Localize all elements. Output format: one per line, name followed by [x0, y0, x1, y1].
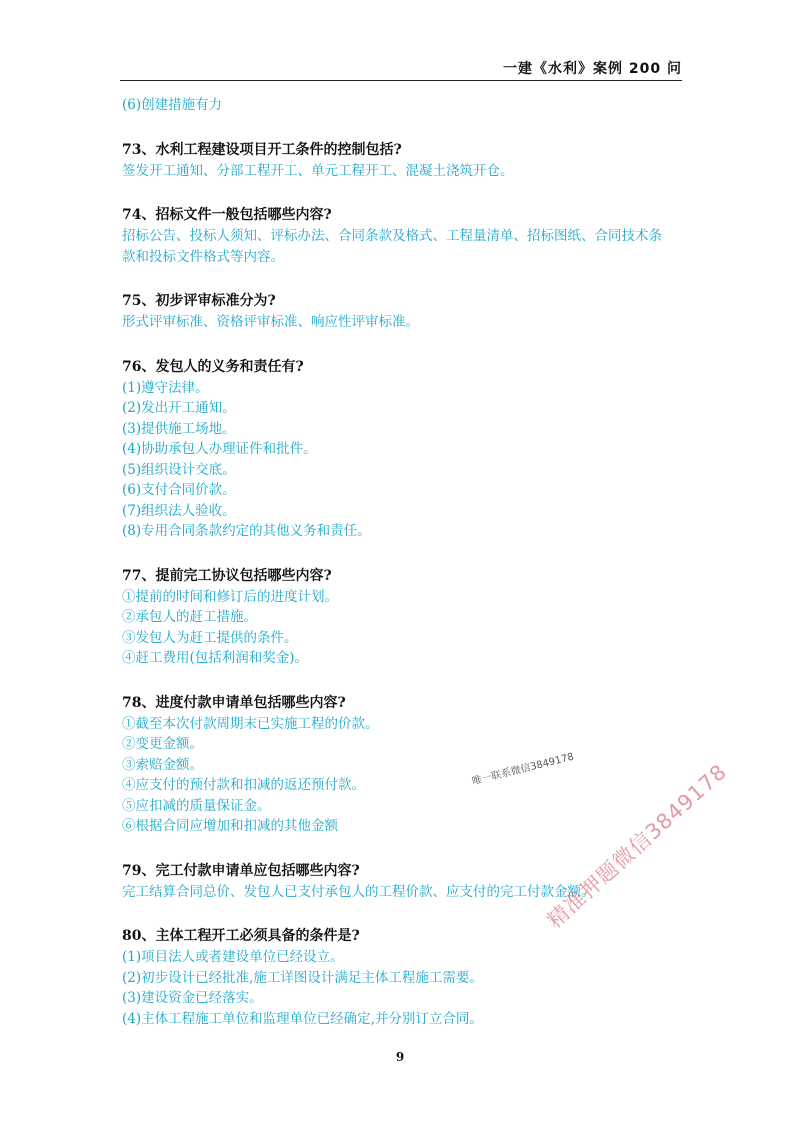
- answer-77-item-4: ④赶工费用(包括利润和奖金)。: [122, 650, 309, 666]
- question-77: 77、提前完工协议包括哪些内容?: [122, 567, 332, 584]
- answer-78-item-4: ④应支付的预付款和扣减的返还预付款。: [122, 777, 365, 793]
- watermark-large: 精准押题微信3849178: [542, 759, 732, 933]
- answer-80-item-3: (3)建设资金已经落实。: [122, 990, 263, 1006]
- page-number: 9: [395, 1050, 405, 1064]
- question-74: 74、招标文件一般包括哪些内容?: [122, 207, 332, 223]
- answer-76-item-4: (4)协助承包人办理证件和批件。: [122, 441, 317, 457]
- intro-line: (6)创建措施有力: [122, 97, 223, 113]
- watermark-small: 唯一联系微信3849178: [470, 751, 576, 788]
- answer-76-item-1: (1)遵守法律。: [122, 379, 209, 396]
- question-79: 79、完工付款申请单应包括哪些内容?: [122, 862, 360, 879]
- answer-74-line-2: 款和投标文件格式等内容。: [122, 248, 284, 265]
- question-78: 78、进度付款申请单包括哪些内容?: [122, 694, 346, 711]
- question-80: 80、主体工程开工必须具备的条件是?: [122, 928, 360, 944]
- answer-75-line-1: 形式评审标准、资格评审标准、响应性评审标准。: [122, 314, 419, 330]
- question-73: 73、水利工程建设项目开工条件的控制包括?: [122, 141, 402, 158]
- answer-78-item-2: ②变更金额。: [122, 736, 203, 752]
- answer-80-item-1: (1)项目法人或者建设单位已经设立。: [122, 949, 344, 965]
- question-76: 76、发包人的义务和责任有?: [122, 358, 304, 375]
- answer-80-item-2: (2)初步设计已经批准,施工详图设计满足主体工程施工需要。: [122, 969, 483, 986]
- answer-78-item-5: ⑤应扣减的质量保证金。: [122, 797, 271, 814]
- answer-77-item-3: ③发包人为赶工提供的条件。: [122, 629, 298, 646]
- answer-74-line-1: 招标公告、投标人须知、评标办法、合同条款及格式、工程量清单、招标图纸、合同技术条: [122, 228, 662, 244]
- answer-76-item-5: (5)组织设计交底。: [122, 461, 236, 478]
- answer-76-item-7: (7)组织法人验收。: [122, 502, 236, 519]
- answer-78-item-6: ⑥根据合同应增加和扣减的其他金额: [122, 818, 338, 834]
- answer-76-item-8: (8)专用合同条款约定的其他义务和责任。: [122, 523, 371, 539]
- answer-78-item-3: ③索赔金额。: [122, 756, 203, 773]
- answer-76-item-3: (3)提供施工场地。: [122, 420, 236, 437]
- header-title: 一建《水利》案例 200 问: [503, 61, 682, 77]
- answer-73-line-1: 签发开工通知、分部工程开工、单元工程开工、混凝土浇筑开仓。: [122, 162, 514, 179]
- answer-77-item-1: ①提前的时间和修订后的进度计划。: [122, 588, 338, 605]
- answer-77-item-2: ②承包人的赶工措施。: [122, 609, 257, 625]
- answer-78-item-1: ①截至本次付款周期末已实施工程的价款。: [122, 715, 379, 732]
- question-75: 75、初步评审标准分为?: [122, 293, 276, 309]
- answer-76-item-2: (2)发出开工通知。: [122, 400, 236, 416]
- answer-76-item-6: (6)支付合同价款。: [122, 482, 236, 498]
- answer-80-item-4: (4)主体工程施工单位和监理单位已经确定,并分别订立合同。: [122, 1010, 483, 1027]
- page-header: [120, 56, 682, 81]
- answer-79-line-1: 完工结算合同总价、发包人已支付承包人的工程价款、应支付的完工付款金额。: [122, 883, 595, 900]
